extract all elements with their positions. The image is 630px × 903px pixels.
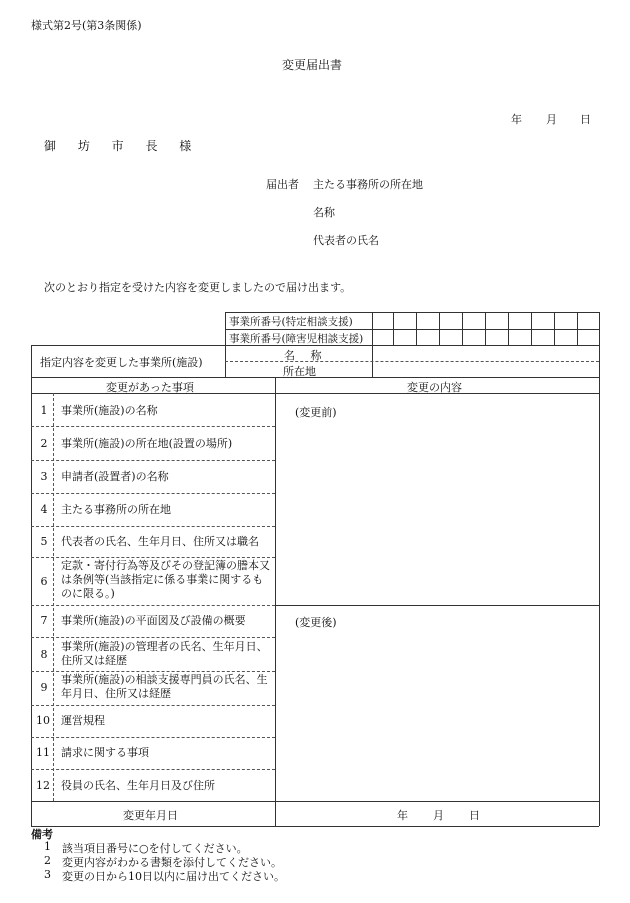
item-text: 運営規程 xyxy=(61,714,105,727)
office-number-child-label: 事業所番号(障害児相談支援) xyxy=(229,333,364,345)
name-label: 名称 xyxy=(313,206,335,219)
item-number: 12 xyxy=(36,779,50,792)
item-text: 事業所(施設)の名称 xyxy=(61,404,158,417)
item-number: 8 xyxy=(40,648,48,661)
remark-number: 2 xyxy=(44,854,51,867)
change-date-day: 日 xyxy=(469,809,480,822)
office-location-label: 所在地 xyxy=(283,365,316,378)
item-number: 2 xyxy=(40,437,48,450)
item-text: 事業所(施設)の所在地(設置の場所) xyxy=(61,437,233,450)
item-number: 5 xyxy=(40,535,48,548)
item-number: 3 xyxy=(40,470,48,483)
date-month-label: 月 xyxy=(546,113,557,126)
form-title: 変更届出書 xyxy=(282,58,343,72)
content-header: 変更の内容 xyxy=(407,381,462,394)
item-text: 事業所(施設)の管理者の氏名、生年月日、住所又は経歴 xyxy=(61,640,268,667)
item-text: 請求に関する事項 xyxy=(61,746,149,759)
office-label: 指定内容を変更した事業所(施設) xyxy=(40,356,203,369)
after-label: (変更後) xyxy=(295,616,337,629)
change-date-month: 月 xyxy=(433,809,444,822)
item-number: 11 xyxy=(36,746,50,759)
remark-text: 変更内容がわかる書類を添付してください。 xyxy=(62,856,282,869)
addressee: 御 坊 市 長 様 xyxy=(44,139,201,153)
representative-label: 代表者の氏名 xyxy=(313,234,379,247)
item-number: 9 xyxy=(40,681,48,694)
office-address-label: 主たる事務所の所在地 xyxy=(313,178,423,191)
item-text: 役員の氏名、生年月日及び住所 xyxy=(61,779,215,792)
date-day-label: 日 xyxy=(580,113,591,126)
item-text: 定款・寄付行為等及びその登記簿の謄本又は条例等(当該指定に係る事業に関するものに限る。) xyxy=(61,559,270,600)
remark-text: 該当項目番号に○を付してください。 xyxy=(62,842,248,855)
item-text: 申請者(設置者)の名称 xyxy=(61,470,169,483)
remark-number: 1 xyxy=(44,840,51,853)
item-number: 6 xyxy=(40,575,48,588)
remark-number: 3 xyxy=(44,868,51,881)
item-number: 1 xyxy=(40,404,48,417)
item-text: 事業所(施設)の平面図及び設備の概要 xyxy=(61,614,246,627)
change-date-year: 年 xyxy=(397,809,408,822)
item-text: 主たる事務所の所在地 xyxy=(61,503,171,516)
intro-text: 次のとおり指定を受けた内容を変更しましたので届け出ます。 xyxy=(44,281,352,294)
change-date-label: 変更年月日 xyxy=(123,809,178,822)
form-number: 様式第2号(第3条関係) xyxy=(31,19,142,32)
remarks-title: 備考 xyxy=(31,828,53,841)
item-text: 代表者の氏名、生年月日、住所又は職名 xyxy=(61,535,259,548)
remark-text: 変更の日から10日以内に届け出てください。 xyxy=(62,870,285,883)
item-text: 事業所(施設)の相談支援専門員の氏名、生年月日、住所又は経歴 xyxy=(61,673,268,700)
item-number: 10 xyxy=(36,714,50,727)
office-number-specific-label: 事業所番号(特定相談支援) xyxy=(229,316,353,328)
items-header: 変更があった事項 xyxy=(106,381,194,394)
before-label: (変更前) xyxy=(295,406,337,419)
item-number: 4 xyxy=(40,503,48,516)
office-name-label: 名 称 xyxy=(284,349,328,362)
item-number: 7 xyxy=(40,614,48,627)
date-year-label: 年 xyxy=(511,113,522,126)
notifier-label: 届出者 xyxy=(266,178,299,191)
